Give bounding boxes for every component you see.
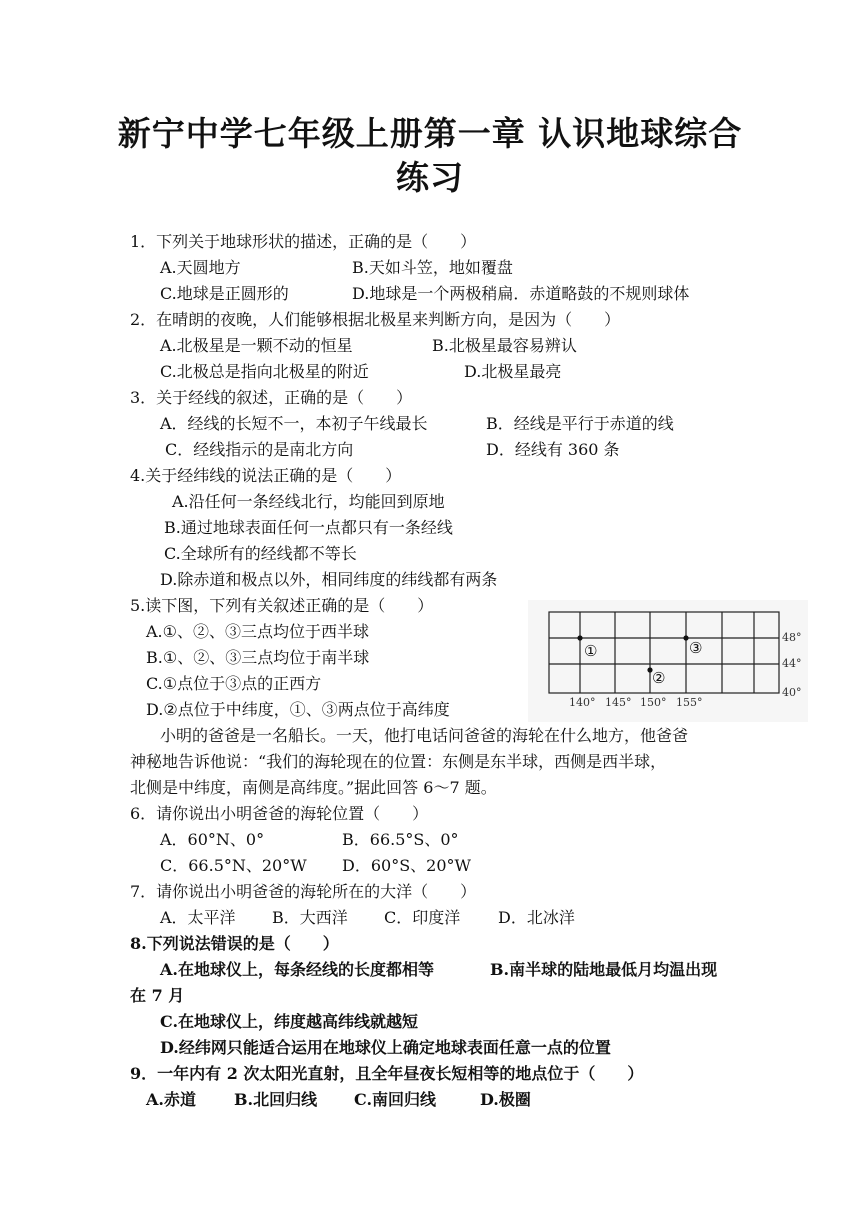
q7-option-b: B．大西洋 (272, 908, 348, 927)
q1-option-d: D.地球是一个两极稍扁．赤道略鼓的不规则球体 (352, 284, 690, 303)
passage-line-2: 神秘地告诉他说：“我们的海轮现在的位置：东侧是东半球，西侧是西半球， (130, 752, 667, 771)
q8-option-c: C.在地球仪上，纬度越高纬线就越短 (160, 1012, 419, 1031)
q9-option-b: B.北回归线 (234, 1090, 318, 1109)
question-4: 4.关于经纬线的说法正确的是（ ） (130, 466, 402, 485)
question-7: 7．请你说出小明爸爸的海轮所在的大洋（ ） (130, 882, 477, 901)
passage-line-3: 北侧是中纬度，南侧是高纬度。”据此回答 6～7 题。 (130, 778, 497, 797)
q2-option-d: D.北极星最亮 (464, 362, 562, 381)
title-line-1: 新宁中学七年级上册第一章 认识地球综合 (117, 114, 743, 153)
lon-label-145: 145° (605, 696, 632, 709)
q9-option-c: C.南回归线 (354, 1090, 437, 1109)
point-2-label: ② (652, 669, 666, 687)
question-8: 8.下列说法错误的是（ ） (130, 934, 339, 953)
question-2: 2．在晴朗的夜晚，人们能够根据北极星来判断方向，是因为（ ） (130, 310, 621, 329)
question-6: 6．请你说出小明爸爸的海轮位置（ ） (130, 804, 429, 823)
q6-option-a: A．60°N、0° (160, 830, 265, 849)
point-3-label: ③ (689, 639, 703, 657)
q5-option-b: B.①、②、③三点均位于南半球 (146, 648, 370, 667)
q8-option-b: B.南半球的陆地最低月均温出现 (490, 960, 718, 979)
q4-option-a: A.沿任何一条经线北行，均能回到原地 (172, 492, 445, 511)
q9-option-a: A.赤道 (146, 1090, 196, 1109)
q5-option-d: D.②点位于中纬度，①、③两点位于高纬度 (146, 700, 450, 719)
q7-option-c: C．印度洋 (384, 908, 461, 927)
question-3: 3．关于经线的叙述，正确的是（ ） (130, 388, 413, 407)
q2-option-b: B.北极星最容易辨认 (432, 336, 577, 355)
point-1-label: ① (584, 642, 598, 660)
q5-option-a: A.①、②、③三点均位于西半球 (146, 622, 369, 641)
q8-option-b-cont: 在 7 月 (130, 986, 185, 1005)
grid-map (528, 600, 808, 722)
q3-option-c: C．经线指示的是南北方向 (165, 440, 354, 459)
lon-label-140: 140° (569, 696, 596, 709)
q3-option-d: D．经线有 360 条 (486, 440, 620, 459)
q9-option-d: D.极圈 (480, 1090, 531, 1109)
q4-option-d: D.除赤道和极点以外，相同纬度的纬线都有两条 (160, 570, 498, 589)
q3-option-a: A．经线的长短不一，本初子午线最长 (160, 414, 428, 433)
question-9: 9．一年内有 2 次太阳光直射，且全年昼夜长短相等的地点位于（ ） (130, 1064, 644, 1083)
passage-line-1: 小明的爸爸是一名船长。一天，他打电话问爸爸的海轮在什么地方，他爸爸 (160, 726, 689, 745)
q8-option-a: A.在地球仪上，每条经线的长度都相等 (160, 960, 434, 979)
q1-option-c: C.地球是正圆形的 (160, 284, 289, 303)
q6-option-c: C．66.5°N、20°W (160, 856, 307, 875)
q5-option-c: C.①点位于③点的正西方 (146, 674, 322, 693)
q4-option-c: C.全球所有的经线都不等长 (164, 544, 357, 563)
lat-label-44: 44° (782, 657, 802, 670)
lat-label-40: 40° (782, 686, 802, 699)
lon-label-150: 150° (640, 696, 667, 709)
q7-option-d: D．北冰洋 (498, 908, 575, 927)
lat-lon-grid-figure (528, 600, 808, 722)
q8-option-d: D.经纬网只能适合运用在地球仪上确定地球表面任意一点的位置 (160, 1038, 611, 1057)
q7-option-a: A．太平洋 (160, 908, 236, 927)
q1-option-b: B.天如斗笠，地如覆盘 (352, 258, 513, 277)
q2-option-a: A.北极星是一颗不动的恒星 (160, 336, 353, 355)
lat-label-48: 48° (782, 631, 802, 644)
q6-option-d: D．60°S、20°W (342, 856, 471, 875)
q2-option-c: C.北极总是指向北极星的附近 (160, 362, 369, 381)
question-5: 5.读下图，下列有关叙述正确的是（ ） (130, 596, 434, 615)
q4-option-b: B.通过地球表面任何一点都只有一条经线 (164, 518, 453, 537)
title-line-2: 练习 (396, 158, 464, 197)
question-1: 1．下列关于地球形状的描述，正确的是（ ） (130, 232, 477, 251)
q3-option-b: B．经线是平行于赤道的线 (486, 414, 674, 433)
q1-option-a: A.天圆地方 (160, 258, 241, 277)
lon-label-155: 155° (676, 696, 703, 709)
point-1-dot (577, 635, 582, 640)
point-3-dot (683, 635, 688, 640)
q6-option-b: B．66.5°S、0° (342, 830, 459, 849)
